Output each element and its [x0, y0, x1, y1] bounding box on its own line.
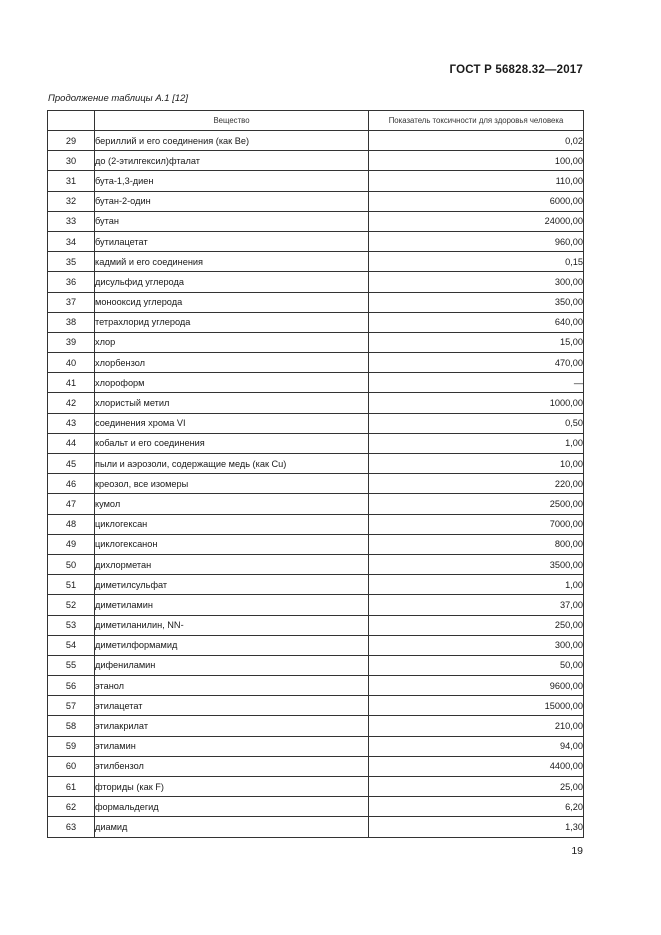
table-row: [48, 191, 584, 211]
table-row: [48, 292, 584, 312]
row-number: 40: [48, 353, 95, 373]
row-number: 54: [48, 635, 95, 655]
table-row: [48, 797, 584, 817]
table-row: [48, 131, 584, 151]
row-number: 42: [48, 393, 95, 413]
page-number: 19: [571, 845, 583, 857]
row-number: 50: [48, 554, 95, 574]
table-row: [48, 312, 584, 332]
substance-name: бутилацетат: [95, 231, 369, 251]
table-row: [48, 433, 584, 453]
table-row: [48, 373, 584, 393]
row-number: 31: [48, 171, 95, 191]
row-number: 36: [48, 272, 95, 292]
toxicity-value: 100,00: [369, 151, 584, 171]
row-number: 35: [48, 252, 95, 272]
row-number: 38: [48, 312, 95, 332]
substance-name: бериллий и его соединения (как Be): [95, 131, 369, 151]
toxicity-value: 220,00: [369, 474, 584, 494]
row-number: 63: [48, 817, 95, 837]
row-number: 62: [48, 797, 95, 817]
substance-name: монооксид углерода: [95, 292, 369, 312]
row-number: 60: [48, 756, 95, 776]
row-number: 33: [48, 211, 95, 231]
table-row: [48, 231, 584, 251]
table-row: [48, 272, 584, 292]
substance-name: циклогексанон: [95, 534, 369, 554]
toxicity-table: [47, 110, 584, 838]
table-row: [48, 171, 584, 191]
substance-name: дисульфид углерода: [95, 272, 369, 292]
column-header-toxicity: Показатель токсичности для здоровья человека: [369, 111, 584, 131]
table-row: [48, 474, 584, 494]
toxicity-value: 25,00: [369, 777, 584, 797]
table-body: [48, 131, 584, 838]
toxicity-value: 37,00: [369, 595, 584, 615]
substance-name: креозол, все изомеры: [95, 474, 369, 494]
table-row: [48, 514, 584, 534]
substance-name: диметиламин: [95, 595, 369, 615]
substance-name: хлористый метил: [95, 393, 369, 413]
row-number: 30: [48, 151, 95, 171]
table-row: [48, 756, 584, 776]
table-row: [48, 676, 584, 696]
substance-name: до (2-этилгексил)фталат: [95, 151, 369, 171]
toxicity-value: 15,00: [369, 332, 584, 352]
row-number: 44: [48, 433, 95, 453]
substance-name: формальдегид: [95, 797, 369, 817]
toxicity-value: 350,00: [369, 292, 584, 312]
toxicity-value: 6,20: [369, 797, 584, 817]
substance-name: бута-1,3-диен: [95, 171, 369, 191]
toxicity-value: 9600,00: [369, 676, 584, 696]
toxicity-value: 0,50: [369, 413, 584, 433]
row-number: 59: [48, 736, 95, 756]
toxicity-value: 210,00: [369, 716, 584, 736]
toxicity-value: 1,30: [369, 817, 584, 837]
row-number: 41: [48, 373, 95, 393]
substance-name: циклогексан: [95, 514, 369, 534]
table-row: [48, 736, 584, 756]
row-number: 53: [48, 615, 95, 635]
standard-code: ГОСТ Р 56828.32—2017: [449, 64, 583, 76]
table-row: [48, 817, 584, 837]
table-row: [48, 554, 584, 574]
toxicity-value: 300,00: [369, 635, 584, 655]
row-number: 61: [48, 777, 95, 797]
table-row: [48, 716, 584, 736]
table-row: [48, 595, 584, 615]
table-header-row: [48, 111, 584, 131]
row-number: 29: [48, 131, 95, 151]
substance-name: диметилсульфат: [95, 575, 369, 595]
table-row: [48, 777, 584, 797]
table-row: [48, 252, 584, 272]
table-row: [48, 655, 584, 675]
toxicity-value: 6000,00: [369, 191, 584, 211]
substance-name: диметиланилин, NN-: [95, 615, 369, 635]
toxicity-value: 7000,00: [369, 514, 584, 534]
row-number: 47: [48, 494, 95, 514]
toxicity-value: 0,15: [369, 252, 584, 272]
table-row: [48, 494, 584, 514]
table-row: [48, 353, 584, 373]
toxicity-value: —: [369, 373, 584, 393]
table-row: [48, 635, 584, 655]
table-caption: Продолжение таблицы А.1 [12]: [48, 93, 189, 104]
toxicity-value: 1000,00: [369, 393, 584, 413]
toxicity-value: 1,00: [369, 575, 584, 595]
row-number: 43: [48, 413, 95, 433]
table-row: [48, 575, 584, 595]
toxicity-value: 470,00: [369, 353, 584, 373]
substance-name: этилбензол: [95, 756, 369, 776]
column-header-number: [48, 111, 95, 131]
substance-name: диамид: [95, 817, 369, 837]
toxicity-value: 640,00: [369, 312, 584, 332]
table-row: [48, 534, 584, 554]
row-number: 57: [48, 696, 95, 716]
substance-name: соединения хрома VI: [95, 413, 369, 433]
row-number: 52: [48, 595, 95, 615]
row-number: 51: [48, 575, 95, 595]
substance-name: диметилформамид: [95, 635, 369, 655]
row-number: 55: [48, 655, 95, 675]
substance-name: кобальт и его соединения: [95, 433, 369, 453]
substance-name: бутан-2-один: [95, 191, 369, 211]
toxicity-value: 0,02: [369, 131, 584, 151]
toxicity-value: 10,00: [369, 454, 584, 474]
table-row: [48, 332, 584, 352]
toxicity-value: 24000,00: [369, 211, 584, 231]
toxicity-value: 50,00: [369, 655, 584, 675]
toxicity-value: 110,00: [369, 171, 584, 191]
substance-name: хлорбензол: [95, 353, 369, 373]
toxicity-value: 4400,00: [369, 756, 584, 776]
toxicity-value: 300,00: [369, 272, 584, 292]
row-number: 46: [48, 474, 95, 494]
toxicity-value: 15000,00: [369, 696, 584, 716]
row-number: 39: [48, 332, 95, 352]
row-number: 58: [48, 716, 95, 736]
substance-name: этиламин: [95, 736, 369, 756]
substance-name: пыли и аэрозоли, содержащие медь (как Cu): [95, 454, 369, 474]
table-row: [48, 413, 584, 433]
table-row: [48, 696, 584, 716]
substance-name: кумол: [95, 494, 369, 514]
row-number: 48: [48, 514, 95, 534]
table-row: [48, 615, 584, 635]
substance-name: хлороформ: [95, 373, 369, 393]
substance-name: этанол: [95, 676, 369, 696]
substance-name: бутан: [95, 211, 369, 231]
column-header-substance: Вещество: [95, 111, 369, 131]
table-row: [48, 393, 584, 413]
row-number: 45: [48, 454, 95, 474]
row-number: 34: [48, 231, 95, 251]
table-row: [48, 211, 584, 231]
toxicity-value: 2500,00: [369, 494, 584, 514]
substance-name: фториды (как F): [95, 777, 369, 797]
substance-name: кадмий и его соединения: [95, 252, 369, 272]
toxicity-value: 3500,00: [369, 554, 584, 574]
table-row: [48, 454, 584, 474]
toxicity-value: 250,00: [369, 615, 584, 635]
toxicity-value: 960,00: [369, 231, 584, 251]
toxicity-value: 1,00: [369, 433, 584, 453]
substance-name: хлор: [95, 332, 369, 352]
row-number: 49: [48, 534, 95, 554]
row-number: 56: [48, 676, 95, 696]
toxicity-value: 800,00: [369, 534, 584, 554]
substance-name: тетрахлорид углерода: [95, 312, 369, 332]
substance-name: дихлорметан: [95, 554, 369, 574]
substance-name: этилацетат: [95, 696, 369, 716]
row-number: 32: [48, 191, 95, 211]
row-number: 37: [48, 292, 95, 312]
table-row: [48, 151, 584, 171]
substance-name: этилакрилат: [95, 716, 369, 736]
substance-name: дифениламин: [95, 655, 369, 675]
toxicity-value: 94,00: [369, 736, 584, 756]
